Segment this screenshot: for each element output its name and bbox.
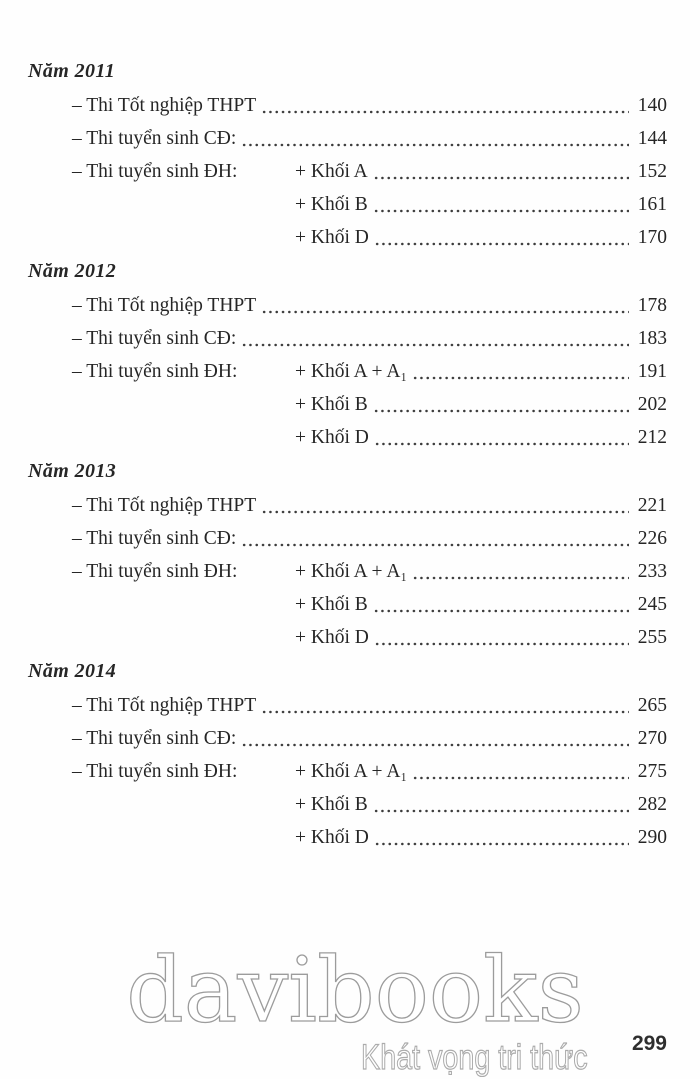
entry-page-number: 265 <box>637 695 667 716</box>
entry-page-number: 178 <box>637 295 667 316</box>
entry-left-label: – Thi tuyển sinh ĐH: <box>72 361 238 382</box>
entry-page-number: 233 <box>637 561 667 582</box>
entry-page-number: 183 <box>637 328 667 349</box>
entry-page-number: 275 <box>637 761 667 782</box>
dot-leader <box>412 355 629 388</box>
dot-leader <box>374 421 629 454</box>
toc-entry <box>28 122 667 155</box>
dot-leader <box>261 489 629 522</box>
year-entries <box>28 289 667 454</box>
toc-entry <box>28 489 667 522</box>
entry-left-label: – Thi tuyển sinh ĐH: <box>72 561 238 582</box>
toc-entry <box>28 755 667 788</box>
toc-entry <box>28 322 667 355</box>
year-heading: Năm 2012 <box>28 260 117 282</box>
entry-label: – Thi Tốt nghiệp THPT <box>72 295 257 316</box>
entry-sublabel: + Khối B <box>295 194 368 215</box>
watermark-brand-text: davibooks <box>126 938 584 1043</box>
dot-leader <box>241 122 629 155</box>
toc-entry <box>28 188 667 221</box>
dot-leader <box>373 388 629 421</box>
entry-page-number: 226 <box>637 528 667 549</box>
dot-leader <box>241 522 629 555</box>
toc-entry <box>28 388 667 421</box>
dot-leader <box>374 221 629 254</box>
entry-label: – Thi tuyển sinh CĐ: <box>72 328 237 349</box>
dot-leader <box>412 555 629 588</box>
year-entries <box>28 689 667 854</box>
entry-page-number: 144 <box>637 128 667 149</box>
toc-entry <box>28 289 667 322</box>
entry-label: – Thi tuyển sinh CĐ: <box>72 728 237 749</box>
entry-sublabel: + Khối A + A₁ <box>295 561 408 582</box>
entry-label: – Thi Tốt nghiệp THPT <box>72 695 257 716</box>
entry-label: – Thi tuyển sinh CĐ: <box>72 528 237 549</box>
entry-page-number: 255 <box>637 627 667 648</box>
dot-leader <box>261 89 629 122</box>
entry-sublabel: + Khối A <box>295 161 368 182</box>
toc-entry <box>28 788 667 821</box>
entry-sublabel: + Khối B <box>295 594 368 615</box>
entry-sublabel: + Khối D <box>295 827 369 848</box>
dot-leader <box>241 722 629 755</box>
dot-leader <box>261 689 629 722</box>
entry-sublabel: + Khối D <box>295 427 369 448</box>
toc-entry <box>28 421 667 454</box>
entry-page-number: 245 <box>637 594 667 615</box>
toc-entry <box>28 522 667 555</box>
entry-sublabel: + Khối A + A₁ <box>295 361 408 382</box>
toc-entry <box>28 621 667 654</box>
dot-leader <box>412 755 629 788</box>
toc-entry <box>28 722 667 755</box>
dot-leader <box>261 289 629 322</box>
entry-page-number: 212 <box>637 427 667 448</box>
year-heading: Năm 2014 <box>28 660 117 682</box>
page-number: 299 <box>631 1032 667 1055</box>
entry-page-number: 140 <box>637 95 667 116</box>
entry-sublabel: + Khối D <box>295 227 369 248</box>
toc-year-section <box>28 54 667 254</box>
entry-sublabel: + Khối B <box>295 394 368 415</box>
toc-entry <box>28 155 667 188</box>
entry-page-number: 170 <box>637 227 667 248</box>
year-entries <box>28 489 667 654</box>
entry-sublabel: + Khối A + A₁ <box>295 761 408 782</box>
entry-page-number: 290 <box>637 827 667 848</box>
toc-entry <box>28 689 667 722</box>
toc-year-section <box>28 454 667 654</box>
toc-entry <box>28 588 667 621</box>
table-of-contents <box>28 54 667 854</box>
entry-label: – Thi Tốt nghiệp THPT <box>72 495 257 516</box>
dot-leader <box>373 155 629 188</box>
dot-leader <box>374 821 629 854</box>
entry-page-number: 202 <box>637 394 667 415</box>
toc-year-section <box>28 254 667 454</box>
year-heading: Năm 2013 <box>28 460 117 482</box>
entry-page-number: 270 <box>637 728 667 749</box>
entry-left-label: – Thi tuyển sinh ĐH: <box>72 161 238 182</box>
dot-leader <box>374 621 629 654</box>
toc-entry <box>28 89 667 122</box>
entry-sublabel: + Khối D <box>295 627 369 648</box>
toc-entry <box>28 355 667 388</box>
entry-page-number: 161 <box>637 194 667 215</box>
davibooks-watermark <box>0 938 700 1077</box>
entry-page-number: 282 <box>637 794 667 815</box>
toc-entry <box>28 821 667 854</box>
entry-page-number: 221 <box>637 495 667 516</box>
year-entries <box>28 89 667 254</box>
entry-left-label: – Thi tuyển sinh ĐH: <box>72 761 238 782</box>
toc-entry <box>28 555 667 588</box>
entry-label: – Thi tuyển sinh CĐ: <box>72 128 237 149</box>
toc-year-section <box>28 654 667 854</box>
entry-page-number: 191 <box>637 361 667 382</box>
dot-leader <box>373 588 629 621</box>
entry-sublabel: + Khối B <box>295 794 368 815</box>
toc-entry <box>28 221 667 254</box>
year-heading: Năm 2011 <box>28 60 116 82</box>
watermark-slogan-text: Khát vọng tri thức <box>361 1038 588 1077</box>
dot-leader <box>373 188 629 221</box>
entry-page-number: 152 <box>637 161 667 182</box>
entry-label: – Thi Tốt nghiệp THPT <box>72 95 257 116</box>
dot-leader <box>373 788 629 821</box>
dot-leader <box>241 322 629 355</box>
